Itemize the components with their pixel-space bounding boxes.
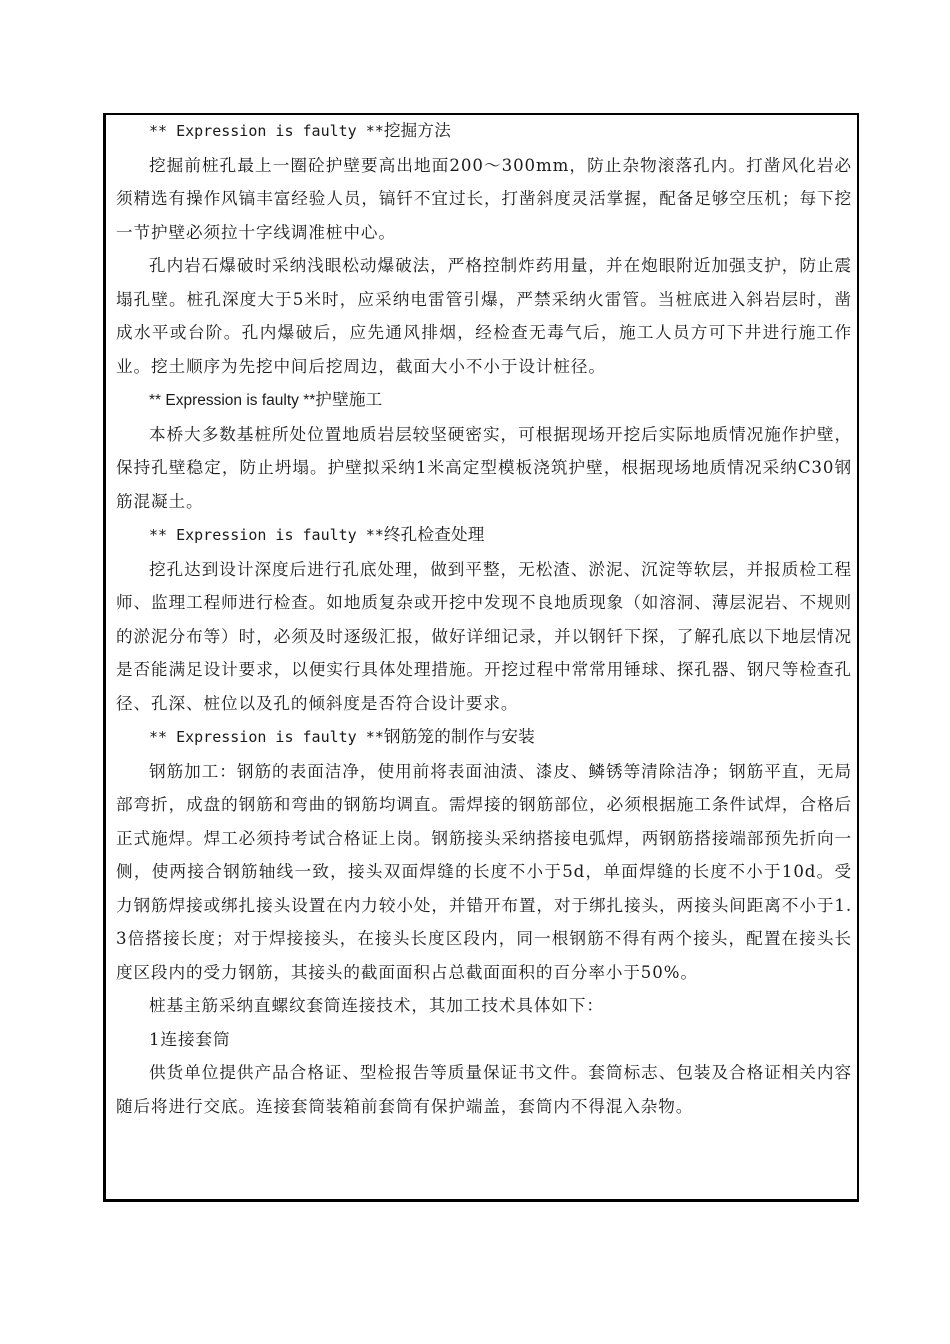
heading-prefix: ** Expression is faulty ** (149, 526, 384, 544)
paragraph: 1连接套筒 (149, 1029, 231, 1049)
paragraph: 桩基主筋采纳直螺纹套筒连接技术，其加工技术具体如下： (149, 996, 604, 1015)
paragraph: 本桥大多数基桩所处位置地质岩层较坚硬密实，可根据现场开挖后实际地质情况施作护壁，保持孔壁稳定，防止坍塌。护壁拟采纳1米高定型模板浇筑护壁，根据现场地质情况采纳C30钢筋混凝土。 (116, 424, 852, 511)
paragraph: 孔内岩石爆破时采纳浅眼松动爆破法，严格控制炸药用量，并在炮眼附近加强支护，防止震塌孔壁。桩孔深度大于5米时，应采纳电雷管引爆，严禁采纳火雷管。当桩底进入斜岩层时，凿成水平或台阶。孔内爆破后，应先通风排烟，经检查无毒气后，施工人员方可下井进行施工作业。挖土顺序为先挖中间后挖周边，截面大小不小于设计桩径。 (116, 256, 852, 376)
document-body (116, 114, 852, 1123)
heading-prefix: ** Expression is faulty ** (149, 122, 384, 140)
section-heading (116, 114, 852, 149)
heading-title: 挖掘方法 (383, 121, 451, 140)
heading-title: 钢筋笼的制作与安装 (383, 727, 535, 746)
paragraph: 钢筋加工：钢筋的表面洁净，使用前将表面油渍、漆皮、鳞锈等清除洁净；钢筋平直，无局部弯折，成盘的钢筋和弯曲的钢筋均调直。需焊接的钢筋部位，必须根据施工条件试焊，合格后正式施焊。焊工必须持考试合格证上岗。钢筋接头采纳搭接电弧焊，两钢筋搭接端部预先折向一侧，使两接合钢筋轴线一致，接头双面焊缝的长度不小于5d，单面焊缝的长度不小于10d。受力钢筋焊接或绑扎接头设置在内力较小处，并错开布置，对于绑扎接头，两接头间距离不小于1.3倍搭接长度；对于焊接接头，在接头长度区段内，同一根钢筋不得有两个接头，配置在接头长度区段内的受力钢筋，其接头的截面面积占总截面面积的百分率小于50%。 (116, 761, 852, 982)
section-heading (116, 518, 852, 553)
paragraph: 挖掘前桩孔最上一圈砼护壁要高出地面200～300mm，防止杂物滚落孔内。打凿风化岩必须精选有操作风镐丰富经验人员，镐钎不宜过长，打凿斜度灵活掌握，配备足够空压机；每下挖一节护壁必须拉十字线调准桩中心。 (116, 155, 852, 242)
section-heading (116, 720, 852, 755)
heading-title: 护壁施工 (315, 390, 383, 409)
heading-title: 终孔检查处理 (383, 525, 485, 544)
paragraph: 供货单位提供产品合格证、型检报告等质量保证书文件。套筒标志、包装及合格证相关内容随后将进行交底。连接套筒装箱前套筒有保护端盖，套筒内不得混入杂物。 (116, 1063, 852, 1116)
heading-prefix: ** Expression is faulty ** (149, 392, 316, 409)
heading-prefix: ** Expression is faulty ** (149, 728, 384, 746)
section-heading (116, 383, 852, 418)
paragraph: 挖孔达到设计深度后进行孔底处理，做到平整，无松渣、淤泥、沉淀等软层，并报质检工程师、监理工程师进行检查。如地质复杂或开挖中发现不良地质现象（如溶洞、薄层泥岩、不规则的淤泥分布等）时，必须及时逐级汇报，做好详细记录，并以钢钎下探，了解孔底以下地层情况是否能满足设计要求，以便实行具体处理措施。开挖过程中常常用锤球、探孔器、钢尺等检查孔径、孔深、桩位以及孔的倾斜度是否符合设计要求。 (116, 559, 852, 713)
